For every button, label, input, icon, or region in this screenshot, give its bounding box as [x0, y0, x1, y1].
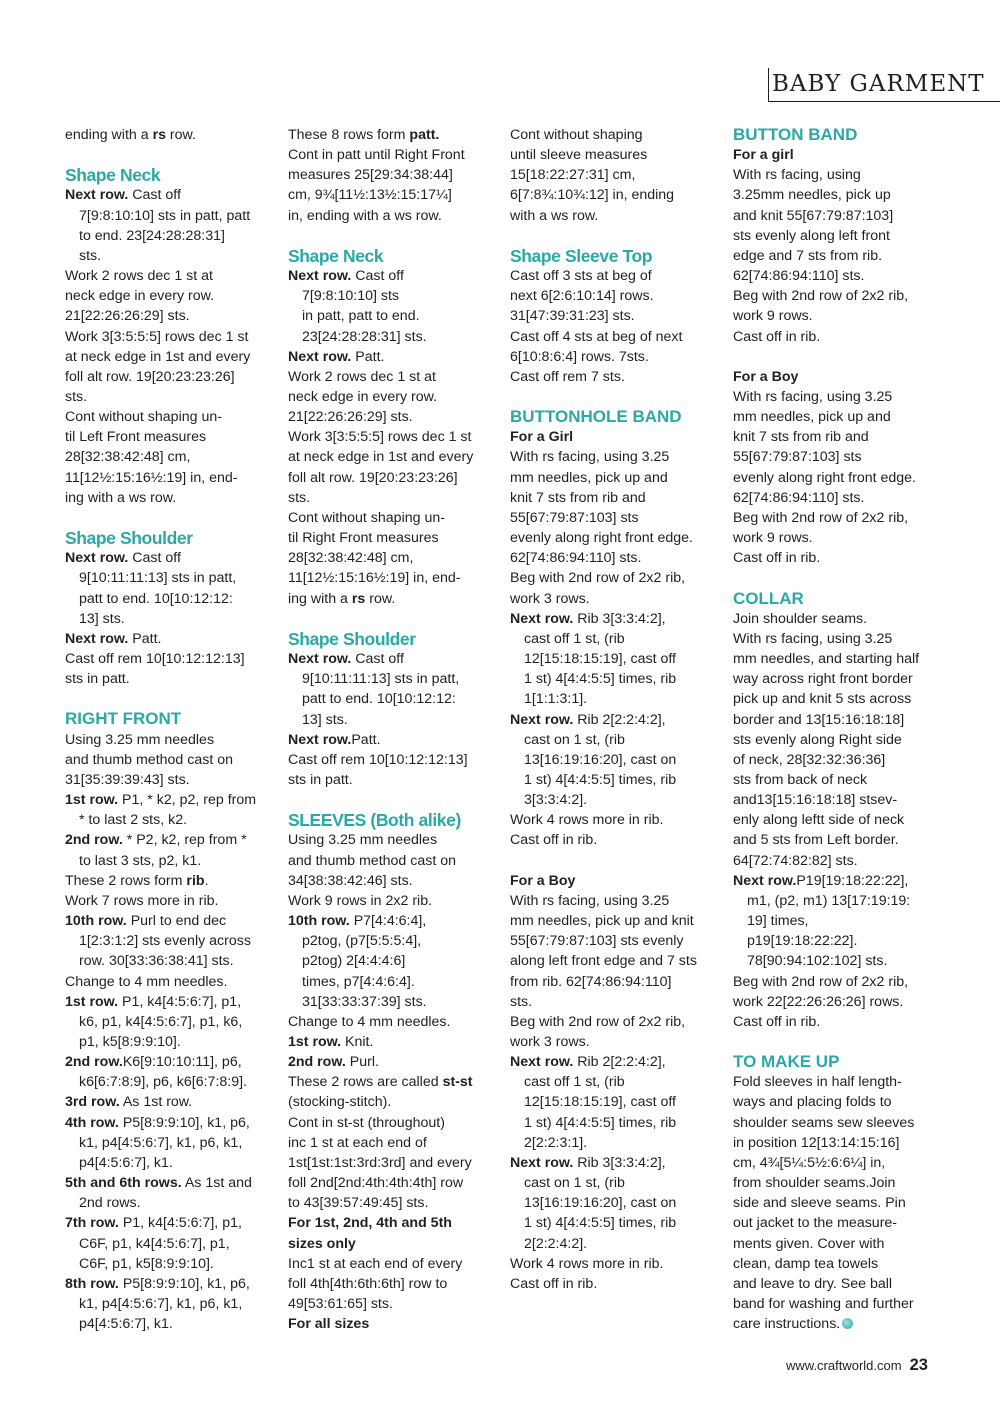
text-line: 6[7:8¾:10¾:12] in, ending — [510, 187, 675, 204]
text-line: Fold sleeves in half length- — [733, 1074, 902, 1091]
text-line: These 8 rows form patt. — [288, 127, 440, 143]
text-line: sts evenly along left front — [733, 227, 890, 244]
text-line: 49[53:61:65] sts. — [288, 1296, 393, 1313]
text-line: sts. — [79, 247, 102, 264]
section-header — [768, 68, 1000, 102]
text-line: Cast off 3 sts at beg of — [510, 268, 652, 285]
text-line: at neck edge in 1st and every — [65, 348, 251, 365]
text-line: 13] sts. — [79, 610, 125, 627]
text-line: 6[10:8:6:4] rows. 7sts. — [510, 348, 649, 365]
text-line: sts in patt. — [65, 671, 130, 688]
text-line: Work 2 rows dec 1 st at — [65, 268, 213, 285]
text-line: Change to 4 mm needles. — [288, 1013, 451, 1030]
text-line: and knit 55[67:79:87:103] — [733, 207, 894, 224]
text-line: cm, 9¾[11½:13½:15:17¼] — [288, 187, 452, 204]
text-line: sts from back of neck — [733, 771, 868, 788]
text-line: and leave to dry. See ball — [733, 1275, 893, 1292]
text-line: mm needles, pick up and — [733, 409, 891, 426]
text-line: Next row.P19[19:18:22:22], — [733, 872, 909, 889]
text-line: With rs facing, using 3.25 — [733, 389, 893, 406]
text-line: at neck edge in 1st and every — [288, 449, 474, 466]
text-line: Cast off rem 10[10:12:12:13] — [65, 651, 245, 668]
text-line: 3rd row. As 1st row. — [65, 1094, 193, 1111]
section-title: BABY GARMENT — [772, 71, 985, 97]
text-line: foll alt row. 19[20:23:23:26] — [65, 368, 235, 385]
text-line: p4[4:5:6:7], k1. — [79, 1154, 173, 1171]
text-line: Next row. Cast off — [288, 268, 404, 285]
text-line: from rib. 62[74:86:94:110] — [510, 973, 672, 990]
text-line: 1[1:1:3:1]. — [524, 691, 588, 708]
text-line: 3[3:3:4:2]. — [524, 792, 588, 809]
column-2 — [288, 125, 506, 1334]
heading-shape-neck: Shape Neck — [65, 165, 161, 186]
text-line: 1st row. Knit. — [288, 1033, 374, 1050]
text-line: measures 25[29:34:38:44] — [288, 167, 453, 184]
text-line: 1[2:3:1:2] sts evenly across — [79, 933, 251, 950]
subheading-for-a-girl: For a girl — [733, 147, 794, 164]
text-line: 7th row. P1, k4[4:5:6:7], p1, — [65, 1215, 242, 1232]
text-line: sts. — [288, 489, 311, 506]
text-line: Cast off rem 7 sts. — [510, 368, 625, 385]
text-line: 55[67:79:87:103] sts — [510, 509, 639, 526]
text-line: 2nd row. * P2, k2, rep from * — [65, 832, 247, 849]
text-line: k6[6:7:8:9], p6, k6[6:7:8:9]. — [79, 1074, 247, 1091]
text-line: Work 4 rows more in rib. — [510, 1255, 664, 1272]
text-line: Work 4 rows more in rib. — [510, 812, 664, 829]
text-line: 1 st) 4[4:4:5:5] times, rib — [524, 1215, 677, 1232]
text-line: 21[22:26:26:29] sts. — [288, 409, 413, 426]
text-line: 2[2:2:3:1]. — [524, 1134, 588, 1151]
text-line: 62[74:86:94:110] sts. — [510, 550, 642, 567]
text-line: shoulder seams sew sleeves — [733, 1114, 915, 1131]
text-line: 9[10:11:11:13] sts in patt, — [79, 570, 237, 587]
text-line: 31[33:33:37:39] sts. — [302, 993, 427, 1010]
text-line: With rs facing, using 3.25 — [510, 449, 670, 466]
text-line: For 1st, 2nd, 4th and 5th — [288, 1215, 452, 1232]
text-line: 55[67:79:87:103] sts — [733, 449, 862, 466]
text-line: m1, (p2, m1) 13[17:19:19: — [747, 892, 911, 909]
text-line: C6F, p1, k4[4:5:6:7], p1, — [79, 1235, 230, 1252]
text-line: care instructions. — [733, 1314, 951, 1334]
text-line: p2tog) 2[4:4:4:6] — [302, 953, 406, 970]
text-line: next 6[2:6:10:14] rows. — [510, 288, 654, 305]
heading-sleeves: SLEEVES (Both alike) — [288, 810, 461, 831]
text-line: C6F, p1, k5[8:9:9:10]. — [79, 1255, 214, 1272]
heading-buttonhole-band: BUTTONHOLE BAND — [510, 407, 682, 427]
text-line: 2nd row. Purl. — [288, 1054, 379, 1071]
text-line: 1st row. P1, * k2, p2, rep from — [65, 792, 257, 809]
text-line: Using 3.25 mm needles — [288, 832, 438, 849]
text-line: Next row. Cast off — [65, 187, 181, 204]
text-line: Next row. Patt. — [65, 630, 162, 647]
text-line: until sleeve measures — [510, 147, 648, 164]
text-line: from shoulder seams.Join — [733, 1175, 896, 1192]
text-line: mm needles, and starting half — [733, 651, 920, 668]
text-line: 28[32:38:42:48] cm, — [65, 449, 191, 466]
text-line: 1 st) 4[4:4:5:5] times, rib — [524, 1114, 677, 1131]
heading-right-front: RIGHT FRONT — [65, 709, 182, 729]
column-3 — [510, 125, 728, 1294]
text-line: 23[24:28:28:31] sts. — [302, 328, 427, 345]
text-line: Beg with 2nd row of 2x2 rib, — [733, 973, 909, 990]
text-line: k6, p1, k4[4:5:6:7], p1, k6, — [79, 1013, 243, 1030]
text-line: 1 st) 4[4:4:5:5] times, rib — [524, 771, 677, 788]
heading-shape-sleeve-top: Shape Sleeve Top — [510, 245, 653, 266]
heading-shape-shoulder: Shape Shoulder — [65, 528, 193, 549]
text-line: Work 9 rows in 2x2 rib. — [288, 892, 433, 909]
text-line: work 3 rows. — [510, 1033, 590, 1050]
text-line: foll alt row. 19[20:23:23:26] — [288, 469, 458, 486]
text-line: Work 2 rows dec 1 st at — [288, 368, 436, 385]
text-line: Next row. Rib 2[2:2:4:2], — [510, 1054, 666, 1071]
text-line: 13[16:19:16:20], cast on — [524, 751, 677, 768]
text-line: evenly along right front edge. — [510, 530, 693, 547]
text-line: pick up and knit 5 sts across — [733, 691, 912, 708]
text-line: p2tog, (p7[5:5:5:4], — [302, 933, 422, 950]
text-line: clean, damp tea towels — [733, 1255, 879, 1272]
text-line: Cast off in rib. — [733, 1013, 821, 1030]
text-line: Next row. Rib 3[3:3:4:2], — [510, 1154, 666, 1171]
text-line: p1, k5[8:9:9:10]. — [79, 1033, 181, 1050]
text-line: work 9 rows. — [733, 308, 813, 325]
text-line: 31[35:39:39:43] sts. — [65, 771, 190, 788]
text-line: mm needles, pick up and knit — [510, 913, 694, 930]
text-line: Cast off in rib. — [733, 550, 821, 567]
yarn-ball-icon — [842, 1318, 853, 1329]
text-line: patt to end. 10[10:12:12: — [79, 590, 233, 607]
text-line: 13] sts. — [302, 711, 348, 728]
text-line: patt to end. 10[10:12:12: — [302, 691, 456, 708]
text-line: 28[32:38:42:48] cm, — [288, 550, 414, 567]
subheading-for-a-boy: For a Boy — [733, 368, 799, 385]
text-line: enly along leftt side of neck — [733, 812, 905, 829]
text-line: Cont without shaping — [510, 127, 643, 143]
text-line: times, p7[4:4:6:4]. — [302, 973, 415, 990]
text-line: Work 3[3:5:5:5] rows dec 1 st — [288, 429, 472, 446]
column-4 — [733, 125, 951, 1334]
website-url: www.craftworld.com — [786, 1358, 902, 1373]
text-line: 15[18:22:27:31] cm, — [510, 167, 636, 184]
column-1 — [65, 125, 283, 1334]
text-line: 11[12½:15:16½:19] in, end- — [65, 469, 238, 486]
text-line: foll 2nd[2nd:4th:4th:4th] row — [288, 1175, 464, 1192]
text-line: edge and 7 sts from rib. — [733, 247, 883, 264]
text-line: and thumb method cast on — [288, 852, 456, 869]
text-line: 19] times, — [747, 913, 809, 930]
text-line: 55[67:79:87:103] sts evenly — [510, 933, 684, 950]
text-line: Next row. Patt. — [288, 348, 385, 365]
text-line: ending with a rs row. — [65, 127, 196, 143]
text-line: and13[15:16:18:18] stsev- — [733, 792, 898, 809]
text-line: knit 7 sts from rib and — [733, 429, 869, 446]
text-line: 4th row. P5[8:9:9:10], k1, p6, — [65, 1114, 250, 1131]
page-footer — [786, 1356, 928, 1375]
text-line: ments given. Cover with — [733, 1235, 885, 1252]
text-line: work 22[22:26:26:26] rows. — [733, 993, 904, 1010]
text-line: Cont in patt until Right Front — [288, 147, 465, 164]
text-line: 13[16:19:16:20], cast on — [524, 1195, 677, 1212]
text-line: 31[47:39:31:23] sts. — [510, 308, 635, 325]
text-line: With rs facing, using — [733, 167, 861, 184]
text-line: border and 13[15:16:18:18] — [733, 711, 905, 728]
text-line: 12[15:18:15:19], cast off — [524, 651, 676, 668]
text-line: ing with a ws row. — [65, 489, 177, 506]
text-line: 21[22:26:26:29] sts. — [65, 308, 190, 325]
text-line: 1st[1st:1st:3rd:3rd] and every — [288, 1154, 472, 1171]
text-line: 5th and 6th rows. As 1st and — [65, 1175, 252, 1192]
heading-shape-shoulder: Shape Shoulder — [288, 628, 416, 649]
text-line: sts in patt. — [288, 771, 353, 788]
text-line: Cast off in rib. — [510, 832, 598, 849]
text-line: cm, 4¾[5¼:5½:6:6¼] in, — [733, 1154, 886, 1171]
text-line: 2nd rows. — [79, 1195, 141, 1212]
text-line: band for washing and further — [733, 1296, 914, 1313]
text-line: way across right front border — [733, 671, 913, 688]
text-line: Join shoulder seams. — [733, 610, 868, 627]
text-line: Beg with 2nd row of 2x2 rib, — [733, 509, 909, 526]
text-line: Next row. Rib 3[3:3:4:2], — [510, 610, 666, 627]
text-line: Next row.Patt. — [288, 731, 381, 748]
text-line: inc 1 st at each end of — [288, 1134, 427, 1151]
text-line: Cont without shaping un- — [65, 409, 222, 426]
text-line: to 43[39:57:49:45] sts. — [288, 1195, 429, 1212]
text-line: 34[38:38:42:46] sts. — [288, 872, 413, 889]
text-line: 2nd row.K6[9:10:10:11], p6, — [65, 1054, 242, 1071]
text-line: With rs facing, using 3.25 — [733, 630, 893, 647]
text-line: side and sleeve seams. Pin — [733, 1195, 906, 1212]
text-line: ways and placing folds to — [733, 1094, 892, 1111]
heading-button-band: BUTTON BAND — [733, 125, 858, 144]
text-line: knit 7 sts from rib and — [510, 489, 646, 506]
text-line: and thumb method cast on — [65, 751, 233, 768]
text-line: and 5 sts from Left border. — [733, 832, 899, 849]
text-line: along left front edge and 7 sts — [510, 953, 697, 970]
text-line: Next row. Cast off — [288, 651, 404, 668]
text-line: cast on 1 st, (rib — [524, 731, 625, 748]
text-line: sizes only — [288, 1235, 356, 1252]
text-line: cast on 1 st, (rib — [524, 1175, 625, 1192]
text-line: cast off 1 st, (rib — [524, 1074, 625, 1091]
subheading-for-a-boy: For a Boy — [510, 872, 576, 889]
text-line: (stocking-stitch). — [288, 1094, 392, 1111]
heading-collar: COLLAR — [733, 588, 804, 608]
text-line: * to last 2 sts, k2. — [79, 812, 188, 829]
text-line: 9[10:11:11:13] sts in patt, — [302, 671, 460, 688]
text-line: Change to 4 mm needles. — [65, 973, 228, 990]
text-line: sts. — [65, 389, 88, 406]
text-line: Cast off rem 10[10:12:12:13] — [288, 751, 468, 768]
text-line: Work 3[3:5:5:5] rows dec 1 st — [65, 328, 249, 345]
text-line: 1st row. P1, k4[4:5:6:7], p1, — [65, 993, 242, 1010]
text-line: Using 3.25 mm needles — [65, 731, 215, 748]
text-line: work 3 rows. — [510, 590, 590, 607]
text-line: 64[72:74:82:82] sts. — [733, 852, 858, 869]
text-line: out jacket to the measure- — [733, 1215, 898, 1232]
text-line: 62[74:86:94:110] sts. — [733, 268, 865, 285]
text-line: til Right Front measures — [288, 530, 439, 547]
text-line: 1 st) 4[4:4:5:5] times, rib — [524, 671, 677, 688]
text-line: Inc1 st at each end of every — [288, 1255, 463, 1272]
text-line: 7[9:8:10:10] sts — [302, 288, 400, 305]
text-line: Cast off in rib. — [510, 1275, 598, 1292]
text-line: 62[74:86:94:110] sts. — [733, 489, 865, 506]
text-line: with a ws row. — [510, 207, 599, 224]
text-line: til Left Front measures — [65, 429, 207, 446]
text-line: Cont without shaping un- — [288, 509, 445, 526]
text-line: Work 7 rows more in rib. — [65, 892, 219, 909]
text-line: cast off 1 st, (rib — [524, 630, 625, 647]
text-line: ing with a rs row. — [288, 590, 396, 607]
text-line: sts evenly along Right side — [733, 731, 902, 748]
text-line: With rs facing, using 3.25 — [510, 892, 670, 909]
text-line: k1, p4[4:5:6:7], k1, p6, k1, — [79, 1134, 243, 1151]
text-line: Cont in st-st (throughout) — [288, 1114, 445, 1131]
heading-shape-neck: Shape Neck — [288, 245, 384, 266]
text-line: foll 4th[4th:6th:6th] row to — [288, 1275, 448, 1292]
text-line: Cast off 4 sts at beg of next — [510, 328, 683, 345]
text-line: in patt, patt to end. — [302, 308, 420, 325]
text-line: neck edge in every row. — [288, 389, 438, 406]
text-line: Beg with 2nd row of 2x2 rib, — [510, 570, 686, 587]
text-line: Beg with 2nd row of 2x2 rib, — [510, 1013, 686, 1030]
text-line: Next row. Cast off — [65, 550, 181, 567]
text-line: 12[15:18:15:19], cast off — [524, 1094, 676, 1111]
text-line: work 9 rows. — [733, 530, 813, 547]
text-line: Cast off in rib. — [733, 328, 821, 345]
text-line: 10th row. P7[4:4:6:4], — [288, 913, 427, 930]
text-line: to last 3 sts, p2, k1. — [79, 852, 202, 869]
text-line: 78[90:94:102:102] sts. — [747, 953, 888, 970]
text-line: Next row. Rib 2[2:2:4:2], — [510, 711, 666, 728]
text-line: row. 30[33:36:38:41] sts. — [79, 953, 234, 970]
text-line: 7[9:8:10:10] sts in patt, patt — [79, 207, 251, 224]
text-line: k1, p4[4:5:6:7], k1, p6, k1, — [79, 1296, 243, 1313]
text-line: p19[19:18:22:22]. — [747, 933, 858, 950]
text-line: in, ending with a ws row. — [288, 207, 442, 224]
text-line: 3.25mm needles, pick up — [733, 187, 891, 204]
text-line: to end. 23[24:28:28:31] — [79, 227, 225, 244]
subheading-for-a-girl: For a Girl — [510, 429, 574, 446]
text-line: These 2 rows are called st-st — [288, 1074, 473, 1091]
heading-to-make-up: TO MAKE UP — [733, 1052, 840, 1072]
text-line: 11[12½:15:16½:19] in, end- — [288, 570, 461, 587]
text-line: of neck, 28[32:32:36:36] — [733, 751, 886, 768]
text-line: p4[4:5:6:7], k1. — [79, 1316, 173, 1333]
text-line: evenly along right front edge. — [733, 469, 916, 486]
text-line: 8th row. P5[8:9:9:10], k1, p6, — [65, 1275, 250, 1292]
text-line: neck edge in every row. — [65, 288, 215, 305]
text-line: These 2 rows form rib. — [65, 872, 209, 889]
text-line: mm needles, pick up and — [510, 469, 668, 486]
text-line: Beg with 2nd row of 2x2 rib, — [733, 288, 909, 305]
text-line: 2[2:2:4:2]. — [524, 1235, 588, 1252]
text-line: sts. — [510, 993, 533, 1010]
text-line: For all sizes — [288, 1316, 370, 1333]
text-line: 10th row. Purl to end dec — [65, 913, 227, 930]
page-number: 23 — [909, 1356, 928, 1374]
text-line: in position 12[13:14:15:16] — [733, 1134, 900, 1151]
